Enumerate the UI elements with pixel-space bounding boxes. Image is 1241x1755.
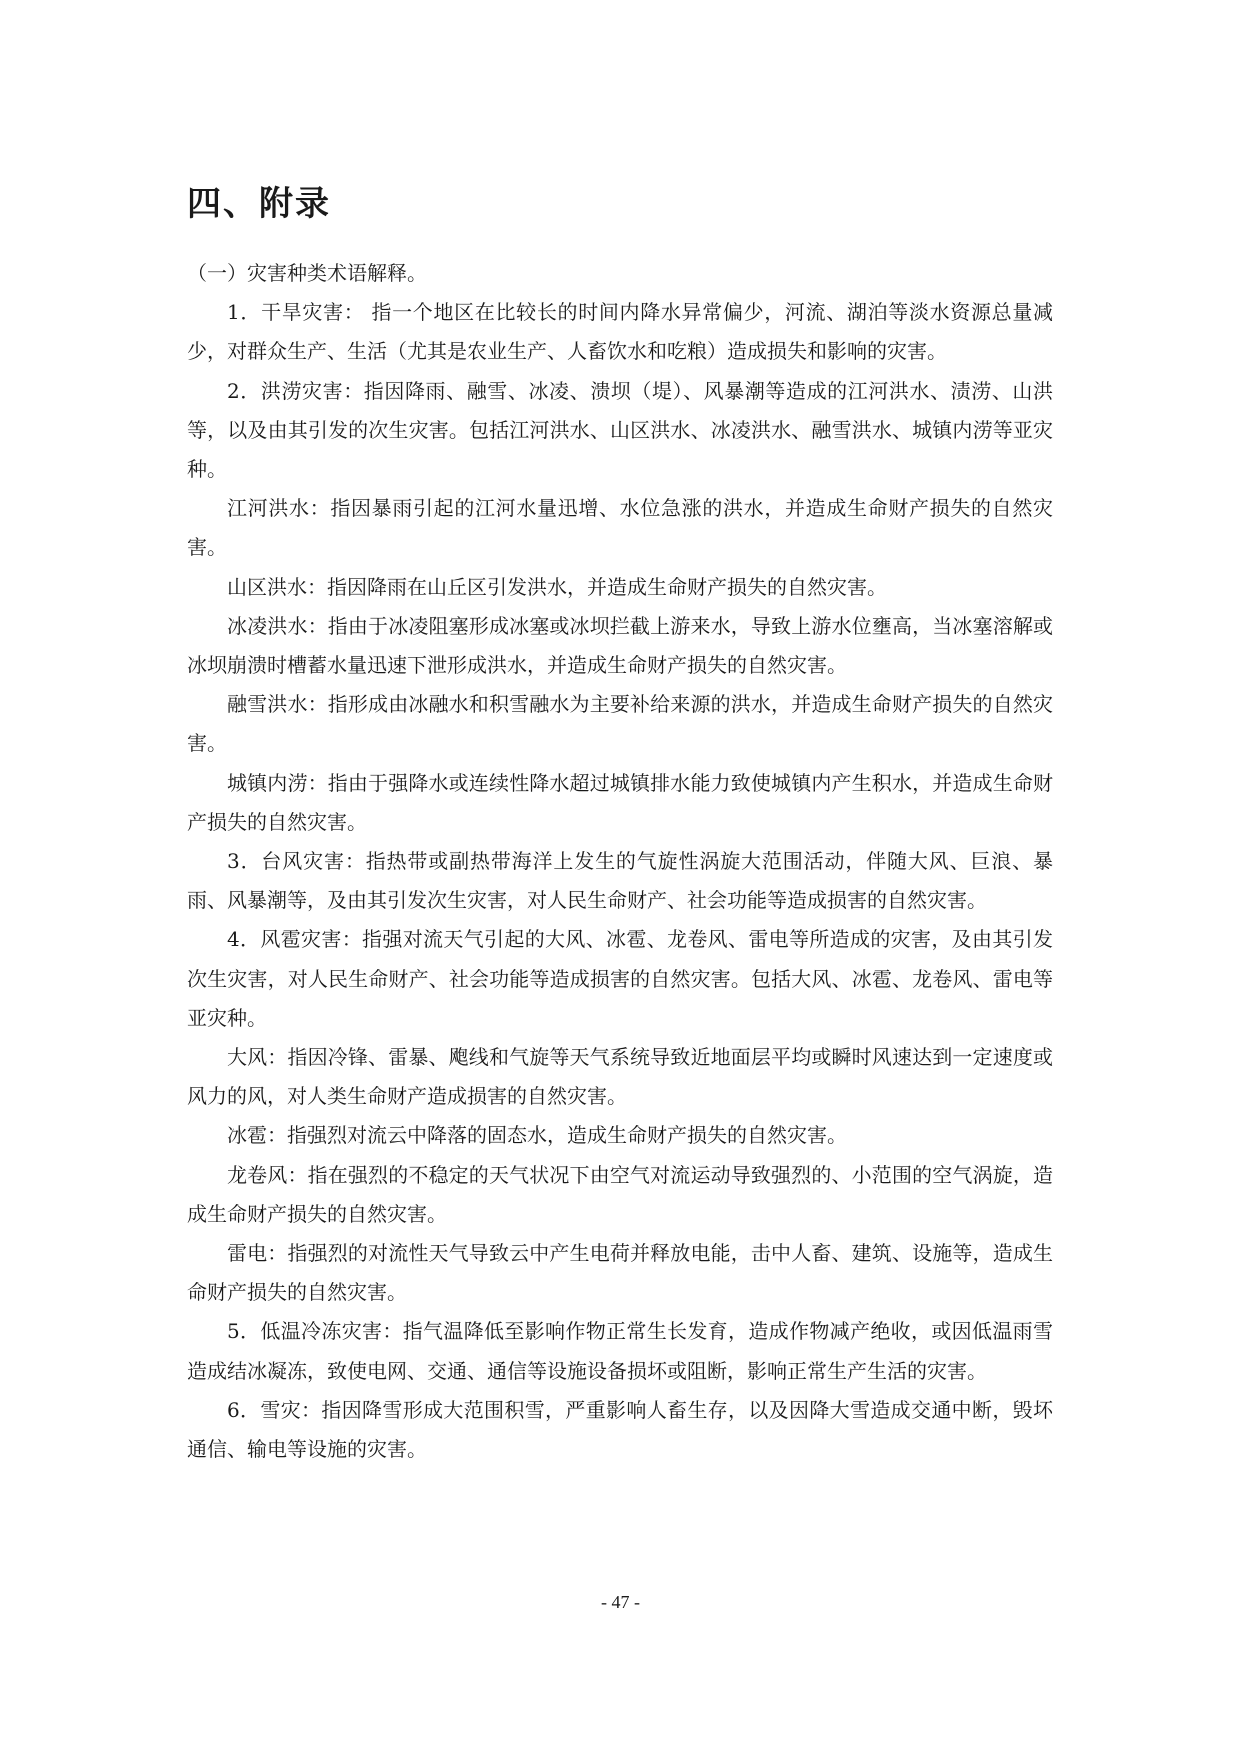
subsection-title: （一）灾害种类术语解释。 — [187, 261, 427, 285]
paragraph-ice-flood: 冰凌洪水：指由于冰凌阻塞形成冰塞或冰坝拦截上游来水，导致上游水位壅高，当冰塞溶解或冰坝崩溃时槽蓄水量迅速下泄形成洪水，并造成生命财产损失的自然灾害。 — [187, 613, 1053, 678]
paragraph-urban-waterlogging: 城镇内涝：指由于强降水或连续性降水超过城镇排水能力致使城镇内产生积水，并造成生命财产损失的自然灾害。 — [187, 770, 1053, 834]
paragraph-hail: 冰雹：指强烈对流云中降落的固态水，造成生命财产损失的自然灾害。 — [227, 1123, 847, 1148]
paragraph-tornado: 龙卷风：指在强烈的不稳定的天气状况下由空气对流运动导致强烈的、小范围的空气涡旋，造成生命财产损失的自然灾害。 — [187, 1162, 1053, 1226]
paragraph-snowmelt-flood: 融雪洪水：指形成由冰融水和积雪融水为主要补给来源的洪水，并造成生命财产损失的自然灾害。 — [187, 692, 1053, 756]
paragraph-wind-hail: 4．风雹灾害：指强对流天气引起的大风、冰雹、龙卷风、雷电等所造成的灾害，及由其引发次生灾害，对人民生命财产、社会功能等造成损害的自然灾害。包括大风、冰雹、龙卷风、雷电等亚灾种。 — [187, 927, 1053, 1030]
paragraph-snow-disaster: 6．雪灾：指因降雪形成大范围积雪，严重影响人畜生存，以及因降大雪造成交通中断，毁坏通信、输电等设施的灾害。 — [187, 1397, 1053, 1462]
document-body — [187, 254, 1053, 1469]
section-heading: 四、附录 — [187, 184, 331, 224]
paragraph-flood: 2．洪涝灾害：指因降雨、融雪、冰凌、溃坝（堤）、风暴潮等造成的江河洪水、渍涝、山洪等，以及由其引发的次生灾害。包括江河洪水、山区洪水、冰凌洪水、融雪洪水、城镇内涝等亚灾种。 — [187, 378, 1053, 482]
page-number: - 47 - — [601, 1592, 640, 1612]
paragraph-typhoon: 3．台风灾害：指热带或副热带海洋上发生的气旋性涡旋大范围活动，伴随大风、巨浪、暴雨、风暴潮等，及由其引发次生灾害，对人民生命财产、社会功能等造成损害的自然灾害。 — [187, 849, 1053, 913]
paragraph-gale: 大风：指因冷锋、雷暴、飑线和气旋等天气系统导致近地面层平均或瞬时风速达到一定速度或风力的风，对人类生命财产造成损害的自然灾害。 — [187, 1045, 1053, 1109]
paragraph-low-temperature: 5．低温冷冻灾害：指气温降低至影响作物正常生长发育，造成作物减产绝收，或因低温雨雪造成结冰凝冻，致使电网、交通、通信等设施设备损坏或阻断，影响正常生产生活的灾害。 — [187, 1319, 1053, 1383]
paragraph-drought: 1．干旱灾害： 指一个地区在比较长的时间内降水异常偏少，河流、湖泊等淡水资源总量减少，对群众生产、生活（尤其是农业生产、人畜饮水和吃粮）造成损失和影响的灾害。 — [187, 300, 1053, 364]
paragraph-mountain-flood: 山区洪水：指因降雨在山丘区引发洪水，并造成生命财产损失的自然灾害。 — [227, 574, 887, 599]
paragraph-river-flood: 江河洪水：指因暴雨引起的江河水量迅增、水位急涨的洪水，并造成生命财产损失的自然灾害。 — [187, 496, 1053, 560]
paragraph-lightning: 雷电：指强烈的对流性天气导致云中产生电荷并释放电能，击中人畜、建筑、设施等，造成生命财产损失的自然灾害。 — [187, 1241, 1053, 1305]
